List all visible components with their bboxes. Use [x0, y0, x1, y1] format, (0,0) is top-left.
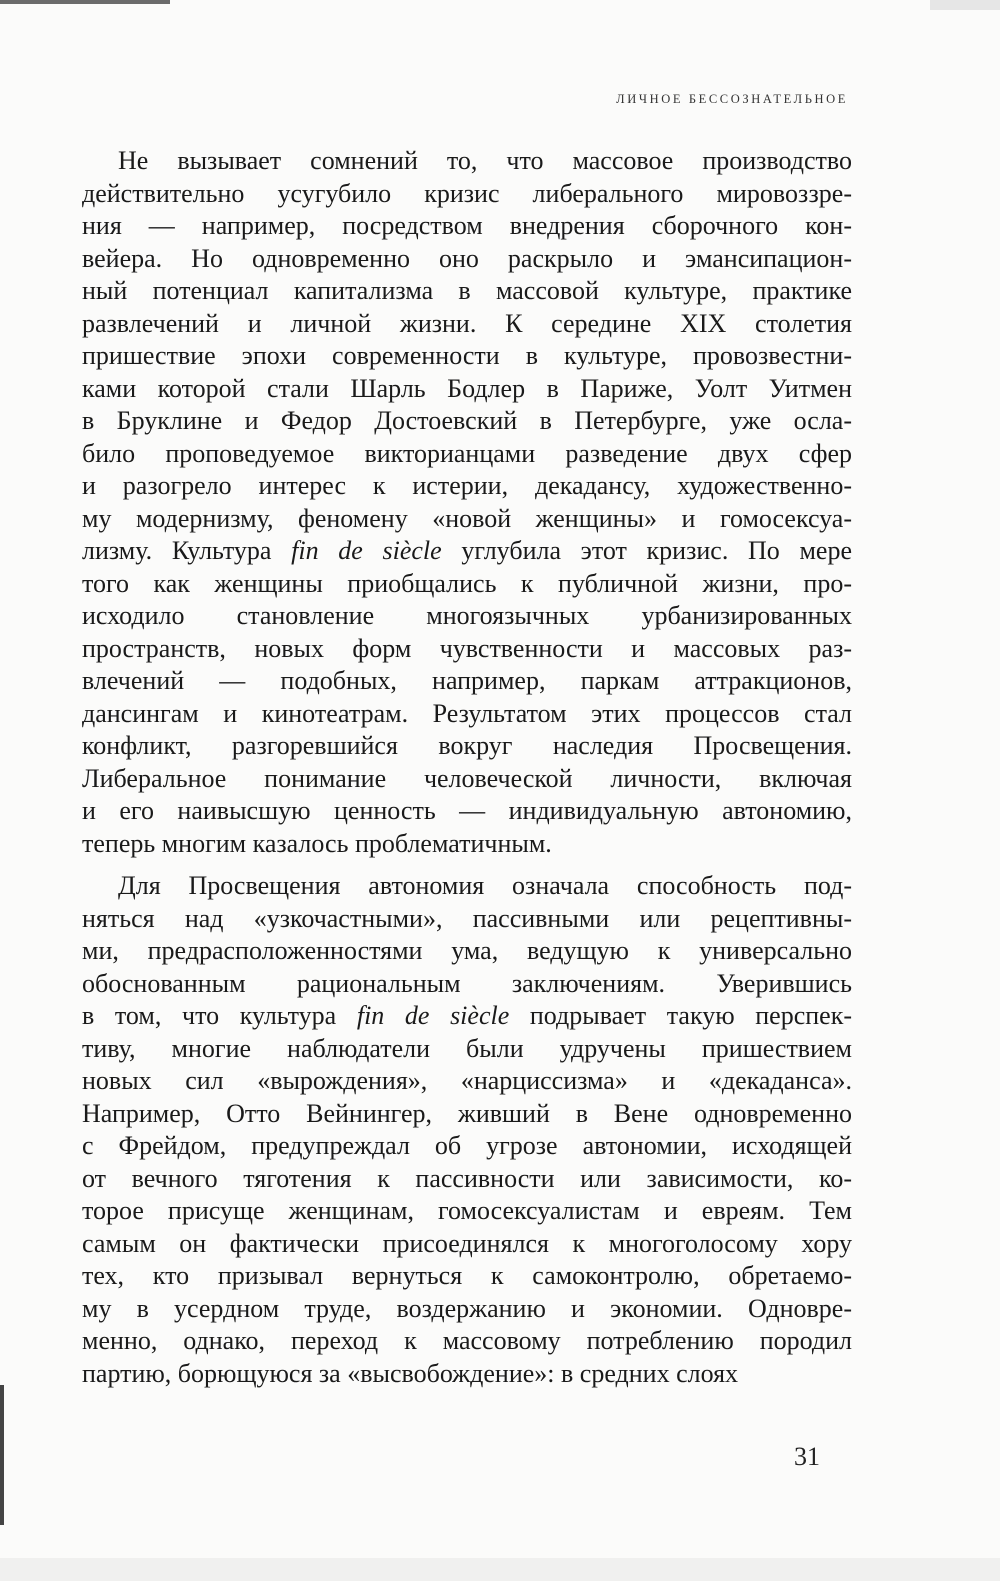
text-line: ный потенциал капитализма в массовой культуре, практике — [82, 276, 852, 305]
text-line: ния — например, посредством внедрения сборочного кон- — [82, 211, 852, 240]
text-line: Не вызывает сомнений то, что массовое производство — [118, 146, 852, 175]
scan-edge-bottom — [0, 1558, 1000, 1581]
text-line: било проповедуемое викторианцами разведение двух сфер — [82, 438, 852, 468]
text-line: няться над «узкочастными», пассивными или рецептивны- — [82, 903, 852, 933]
text-line: развлечений и личной жизни. К середине XIX столетия — [82, 308, 852, 338]
text-line: вейера. Но одновременно оно раскрыло и эмансипацион- — [82, 243, 852, 273]
text-line: обоснованным рациональным заключениям. Уверившись — [82, 968, 852, 998]
text-line: того как женщины приобщались к публичной жизни, про- — [82, 568, 852, 598]
text-line: партию, борющуюся за «высвобождение»: в средних слоях — [82, 1358, 739, 1388]
paragraph-gap — [82, 860, 852, 870]
text-line: от вечного тяготения к пассивности или зависимости, ко- — [82, 1163, 852, 1193]
italic-phrase: fin de siècle — [291, 536, 442, 565]
scan-edge-top-right — [930, 0, 1000, 10]
text-line: Например, Отто Вейнингер, живший в Вене одновременно — [82, 1098, 852, 1128]
text-line: самым он фактически присоединялся к многоголосому хору — [82, 1228, 852, 1258]
text-line: му модернизму, феномену «новой женщины» и гомосексуа- — [82, 503, 852, 533]
text-line: тиву, многие наблюдатели были удручены пришествием — [82, 1033, 852, 1063]
text-line: в том, что культура fin de siècle подрывает такую перспек- — [82, 1001, 852, 1030]
text-line: дансингам и кинотеатрам. Результатом этих процессов стал — [82, 698, 852, 728]
text-line: новых сил «вырождения», «нарциссизма» и «декаданса». — [82, 1066, 852, 1095]
page-number: 31 — [794, 1442, 820, 1471]
paragraph — [82, 145, 852, 860]
text-line: лизму. Культура fin de siècle углубила этот кризис. По мере — [82, 536, 852, 565]
text-line: Либеральное понимание человеческой личности, включая — [82, 763, 852, 793]
text-line: ми, предрасположенностями ума, ведущую к универсально — [82, 936, 852, 965]
scan-edge-left — [0, 1385, 4, 1525]
text-line: пространств, новых форм чувственности и массовых раз- — [82, 633, 852, 663]
text-line: тех, кто призывал вернуться к самоконтролю, обретаемо- — [82, 1261, 852, 1290]
text-line: действительно усугубило кризис либерального мировоззре- — [82, 178, 852, 208]
text-line: в Бруклине и Федор Достоевский в Петербурге, уже осла- — [82, 406, 852, 435]
text-line: исходило становление многоязычных урбанизированных — [82, 601, 852, 630]
body-text — [82, 145, 852, 1390]
text-line: менно, однако, переход к массовому потреблению породил — [82, 1326, 852, 1355]
text-line: Для Просвещения автономия означала способность под- — [118, 871, 852, 900]
text-line: влечений — подобных, например, паркам аттракционов, — [82, 666, 852, 695]
scan-edge-top — [0, 0, 170, 4]
text-line: конфликт, разгоревшийся вокруг наследия Просвещения. — [82, 731, 852, 760]
text-line: и разогрело интерес к истерии, декадансу, художественно- — [82, 471, 852, 500]
italic-phrase: fin de siècle — [356, 1001, 510, 1030]
text-line: и его наивысшую ценность — индивидуальную автономию, — [82, 796, 852, 825]
text-line: ками которой стали Шарль Бодлер в Париже, Уолт Уитмен — [82, 373, 852, 403]
paragraph — [82, 870, 852, 1390]
running-head: ЛИЧНОЕ БЕССОЗНАТЕЛЬНОЕ — [616, 92, 848, 106]
text-line: пришествие эпохи современности в культуре, провозвестни- — [82, 341, 852, 370]
text-line: с Фрейдом, предупреждал об угрозе автономии, исходящей — [82, 1131, 852, 1160]
text-line: му в усердном труде, воздержанию и экономии. Одновре- — [82, 1293, 852, 1323]
text-line: торое присуще женщинам, гомосексуалистам и евреям. Тем — [82, 1196, 852, 1225]
text-line: теперь многим казалось проблематичным. — [82, 828, 552, 858]
